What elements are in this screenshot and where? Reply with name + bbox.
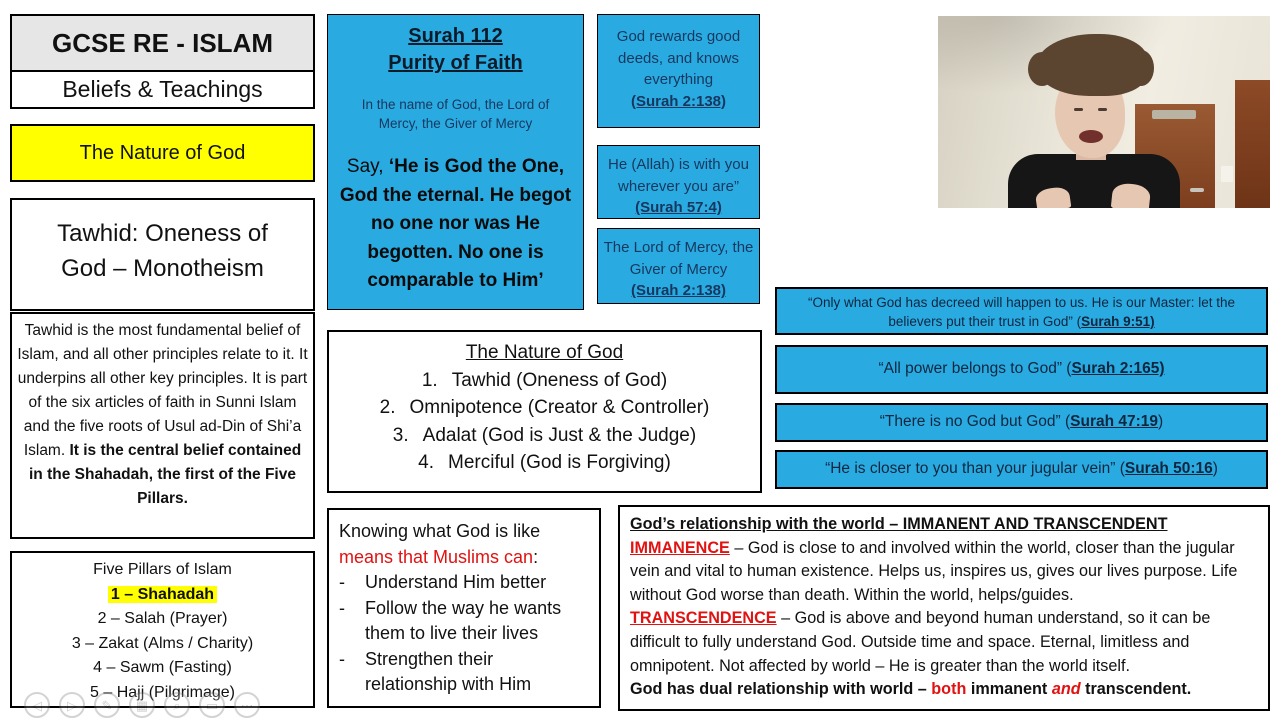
- conclusion-prefix: God has dual relationship with world –: [630, 680, 932, 699]
- knowing-bullet: - Follow the way he wants them to live their lives: [339, 597, 562, 643]
- conclusion-and: and: [1051, 680, 1081, 699]
- nature-list-item: 1. Tawhid (Oneness of God): [421, 369, 668, 391]
- surah112-bismillah: In the name of God, the Lord of Mercy, the Giver of Mercy: [361, 97, 550, 131]
- presenter-eye: [1074, 108, 1083, 111]
- tawhid-heading-box: [10, 198, 315, 311]
- pen-icon[interactable]: ✎: [94, 692, 120, 718]
- quote-bar: [775, 287, 1268, 335]
- presenter-hair: [1036, 34, 1148, 96]
- unit-subtitle-text: Beliefs & Teachings: [62, 76, 263, 102]
- tawhid-paragraph-normal: Tawhid is the most fundamental belief of Islam, and all other principles relate to it. It underpins all other key principles. It is part of the six articles of faith in Sunni Islam and the five roots of Usul ad-Din of Shi’a Islam.: [17, 322, 308, 459]
- quote-card-text: The Lord of Mercy, the Giver of Mercy: [603, 239, 754, 278]
- pillar-item: 4 – Sawm (Fasting): [93, 659, 232, 676]
- surah112-box: [327, 14, 584, 310]
- nature-list-item: 2. Omnipotence (Creator & Controller): [379, 397, 710, 418]
- nature-list-title: The Nature of God: [465, 342, 624, 363]
- presenter-eye: [1098, 108, 1107, 111]
- quote-bar-ref: Surah 47:19: [1070, 413, 1159, 430]
- nature-of-god-list-box: [327, 330, 762, 493]
- quote-card: [597, 145, 760, 219]
- quote-bar-ref: Surah 9:51): [1081, 314, 1155, 329]
- quote-bar-ref: Surah 2:165): [1071, 360, 1165, 377]
- five-pillars-box: [10, 551, 315, 708]
- quote-card: [597, 228, 760, 304]
- tawhid-paragraph-box: [10, 312, 315, 539]
- all-slides-icon[interactable]: ▦: [129, 692, 155, 718]
- pillar-item: 2 – Salah (Prayer): [97, 610, 228, 627]
- gods-relationship-box: [618, 505, 1270, 711]
- quote-card-text: God rewards good deeds, and knows everything: [616, 28, 741, 88]
- webcam-light-switch: [1221, 166, 1233, 182]
- tawhid-paragraph-bold: It is the central belief contained in the Shahadah, the first of the Five Pillars.: [29, 442, 302, 507]
- course-title-text: GCSE RE - ISLAM: [51, 28, 273, 58]
- more-options-icon[interactable]: ⋯: [234, 692, 260, 718]
- surah112-verse: [328, 153, 583, 296]
- previous-slide-icon[interactable]: ◁: [24, 692, 50, 718]
- nature-list-item: 4. Merciful (God is Forgiving): [418, 452, 671, 473]
- knowing-bullet: - Strengthen their relationship with Him: [339, 648, 532, 694]
- quote-bar: “There is no God but God” (Surah 47:19): [775, 403, 1268, 442]
- quote-bar-text: “He is closer to you than your jugular vein” (: [825, 460, 1125, 477]
- pillar-item: 3 – Zakat (Alms / Charity): [71, 634, 254, 652]
- webcam-door-sign: [1152, 110, 1196, 119]
- nature-list-item: 3. Adalat (God is Just & the Judge): [392, 424, 697, 446]
- surah112-verse-bold: ‘He is God the One, God the eternal. He begot no one nor was He begotten. No one is comparable to Him’: [339, 156, 572, 291]
- slideshow-controls: [24, 692, 260, 718]
- quote-bar: [775, 345, 1268, 394]
- knowing-god-box: [327, 508, 601, 708]
- tawhid-heading-line2: God – Monotheism: [61, 255, 264, 282]
- transcendence-text: – God is above and beyond human understand, so it can be difficult to fully understand God. Outside time and space. Eternal, limitless and omnipotent. Not affected by world – He is greater than the world itself.: [630, 609, 1211, 675]
- quote-bar-ref: Surah 50:16: [1124, 460, 1213, 477]
- zoom-icon[interactable]: ⌕: [164, 692, 190, 718]
- pillar-shahadah: [12, 583, 313, 608]
- immanence-text: – God is close to and involved within the world, closer than the jugular vein and vital to human existence. Helps us, inspires us, gives our lives purpose. Life without God worse than death. Within the world, helps/guides.: [630, 538, 1238, 604]
- screen-icon[interactable]: ▭: [199, 692, 225, 718]
- topic-banner-text: The Nature of God: [79, 142, 246, 164]
- pillar-item: 5 – Hajj (Pilgrimage): [90, 683, 235, 701]
- webcam-video: [938, 16, 1270, 208]
- conclusion-suffix: transcendent.: [1080, 680, 1192, 699]
- quote-bar-text: “All power belongs to God” (: [878, 360, 1072, 377]
- tawhid-heading-line1: Tawhid: Oneness of: [57, 220, 268, 247]
- surah112-title-line2: Purity of Faith: [388, 52, 523, 74]
- quote-card-ref: (Surah 2:138): [630, 92, 727, 110]
- unit-subtitle: [10, 70, 315, 109]
- quote-bar-text: “There is no God but God” (: [879, 413, 1071, 430]
- immanence-term: IMMANENCE: [630, 538, 730, 557]
- pillar-shahadah-highlight: 1 – Shahadah: [108, 586, 217, 603]
- next-slide-icon[interactable]: ▷: [59, 692, 85, 718]
- quote-bar-text: “Only what God has decreed will happen to us. He is our Master: let the believers put their trust in God” (: [808, 295, 1235, 329]
- five-pillars-title: Five Pillars of Islam: [93, 561, 232, 578]
- quote-card-text: He (Allah) is with you wherever you are”: [608, 156, 749, 195]
- conclusion-both: both: [931, 680, 967, 699]
- webcam-right-door-panel: [1235, 80, 1270, 208]
- presenter-torso: [1008, 154, 1180, 208]
- surah112-say: Say,: [346, 156, 389, 177]
- quote-bar: “He is closer to you than your jugular vein” (Surah 50:16): [775, 450, 1268, 489]
- quote-card: [597, 14, 760, 128]
- webcam-door-handle: [1190, 188, 1204, 192]
- course-title: [10, 14, 315, 72]
- knowing-line-red: means that Muslims can:: [339, 546, 539, 567]
- conclusion-mid: immanent: [966, 680, 1052, 699]
- knowing-bullet: - Understand Him better: [339, 572, 547, 592]
- topic-banner: [10, 124, 315, 182]
- knowing-line-black: Knowing what God is like: [339, 521, 541, 541]
- quote-card-ref: (Surah 2:138): [630, 282, 727, 299]
- quote-card-ref: (Surah 57:4): [635, 199, 722, 216]
- presenter-mouth: [1079, 130, 1103, 143]
- transcendence-term: TRANSCENDENCE: [630, 609, 777, 628]
- surah112-title-line1: Surah 112: [408, 25, 503, 47]
- relationship-heading: God’s relationship with the world – IMMANENT AND TRANSCENDENT: [630, 515, 1168, 533]
